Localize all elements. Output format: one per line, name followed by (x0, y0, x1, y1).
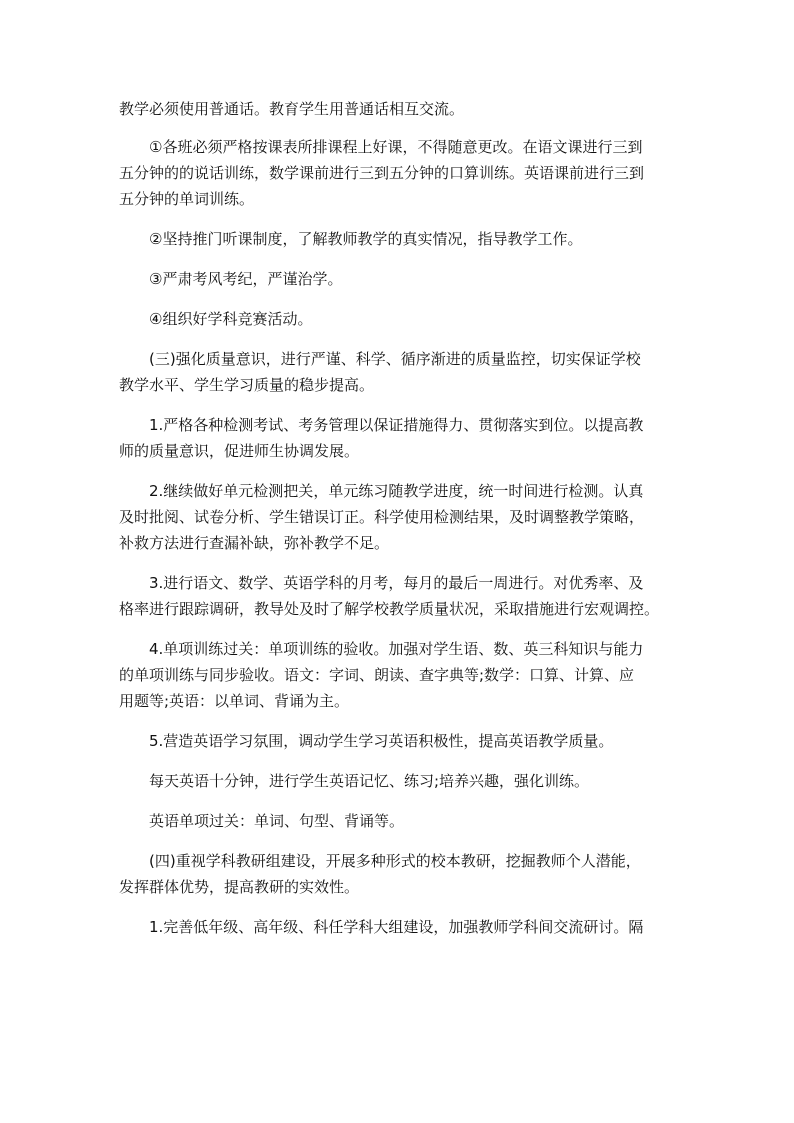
paragraph-15 (119, 914, 681, 940)
section-heading-3 (119, 346, 681, 398)
text-line: ④组织好学科竞赛活动。 (149, 310, 313, 328)
text-line: 用题等;英语：以单词、背诵为主。 (119, 692, 350, 710)
text-line: (三)强化质量意识，进行严谨、科学、循序渐进的质量监控，切实保证学校 (149, 350, 641, 368)
paragraph-7 (119, 412, 681, 464)
text-line: 4.单项训练过关：单项训练的验收。加强对学生语、数、英三科知识与能力 (149, 640, 644, 658)
paragraph-2 (119, 134, 681, 212)
text-line: 教学必须使用普通话。教育学生用普通话相互交流。 (119, 100, 465, 118)
text-line: 师的质量意识，促进师生协调发展。 (119, 442, 360, 460)
text-line: 五分钟的的说话训练，数学课前进行三到五分钟的口算训练。英语课前进行三到 (119, 164, 645, 182)
text-line: (四)重视学科教研组建设，开展多种形式的校本教研，挖掘教师个人潜能， (149, 852, 641, 870)
text-line: 补救方法进行查漏补缺，弥补教学不足。 (119, 534, 390, 552)
text-line: 英语单项过关：单词、句型、背诵等。 (149, 812, 405, 830)
text-line: 2.继续做好单元检测把关，单元练习随教学进度，统一时间进行检测。认真 (149, 482, 644, 500)
paragraph-11 (119, 728, 681, 754)
text-line: 发挥群体优势，提高教研的实效性。 (119, 878, 360, 896)
text-line: ③严肃考风考纪，严谨治学。 (149, 270, 343, 288)
paragraph-12 (119, 768, 681, 794)
text-line: 五分钟的单词训练。 (119, 190, 255, 208)
text-line: 教学水平、学生学习质量的稳步提高。 (119, 376, 375, 394)
text-line: 的单项训练与同步验收。语文：字词、朗读、查字典等;数学：口算、计算、应 (119, 666, 635, 684)
text-line: 1.严格各种检测考试、考务管理以保证措施得力、贯彻落实到位。以提高教 (149, 416, 644, 434)
paragraph-9 (119, 570, 681, 622)
paragraph-10 (119, 636, 681, 714)
paragraph-8 (119, 478, 681, 556)
text-line: 1.完善低年级、高年级、科任学科大组建设，加强教师学科间交流研讨。隔 (149, 918, 644, 936)
text-line: ①各班必须严格按课表所排课程上好课，不得随意更改。在语文课进行三到 (149, 138, 643, 156)
text-line: 3.进行语文、数学、英语学科的月考，每月的最后一周进行。对优秀率、及 (149, 574, 644, 592)
text-line: 5.营造英语学习氛围，调动学生学习英语积极性，提高英语教学质量。 (149, 732, 614, 750)
paragraph-5 (119, 306, 681, 332)
text-line: ②坚持推门听课制度，了解教师教学的真实情况，指导教学工作。 (149, 230, 583, 248)
text-line: 格率进行跟踪调研，教导处及时了解学校教学质量状况，采取措施进行宏观调控。 (119, 600, 660, 618)
document-page (119, 96, 681, 954)
paragraph-1 (119, 96, 681, 122)
paragraph-4 (119, 266, 681, 292)
text-line: 每天英语十分钟，进行学生英语记忆、练习;培养兴趣，强化训练。 (149, 772, 590, 790)
text-line: 及时批阅、试卷分析、学生错误订正。科学使用检测结果，及时调整教学策略， (119, 508, 645, 526)
paragraph-13 (119, 808, 681, 834)
section-heading-4 (119, 848, 681, 900)
paragraph-3 (119, 226, 681, 252)
